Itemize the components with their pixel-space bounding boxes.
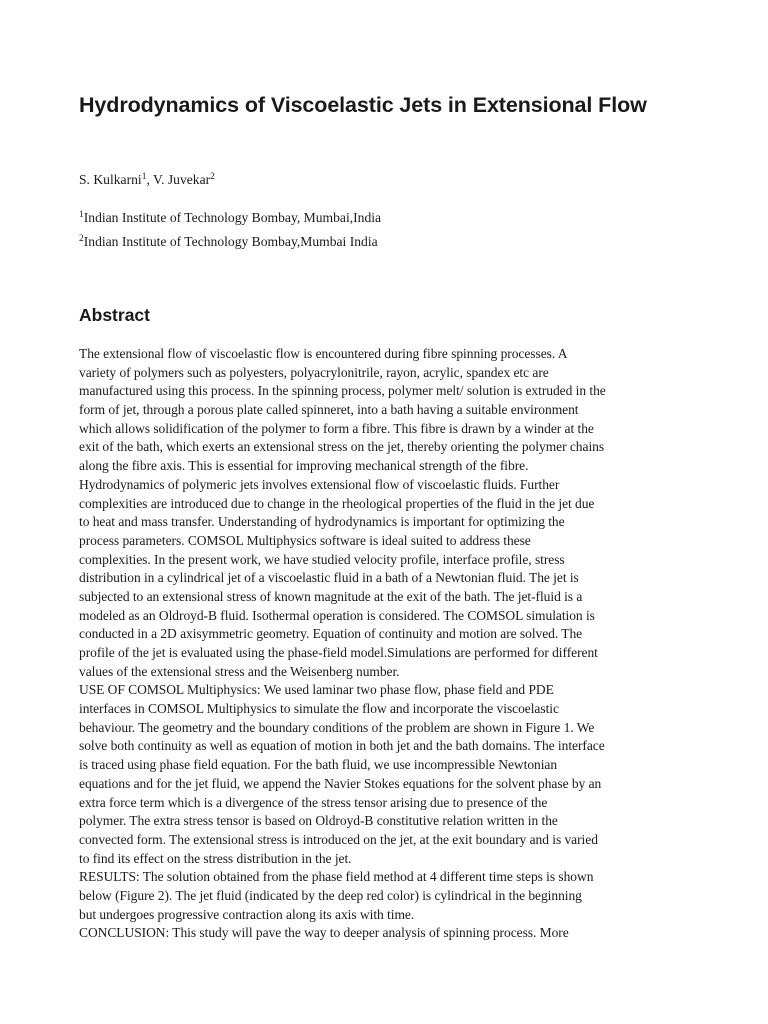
- abstract-line: complexities are introduced due to change in the rheological properties of the fluid in the jet due: [79, 495, 595, 511]
- abstract-line: conducted in a 2D axisymmetric geometry. Equation of continuity and motion are solved. The: [79, 626, 583, 642]
- abstract-body: [79, 345, 691, 943]
- abstract-line: distribution in a cylindrical jet of a viscoelastic fluid in a bath of a Newtonian fluid. The jet is: [79, 570, 579, 586]
- abstract-line: manufactured using this process. In the spinning process, polymer melt/ solution is extruded in the: [79, 383, 606, 399]
- abstract-line: but undergoes progressive contraction along its axis with time.: [79, 906, 415, 922]
- abstract-line: to find its effect on the stress distribution in the jet.: [79, 850, 352, 866]
- abstract-line: The extensional flow of viscoelastic flow is encountered during fibre spinning processes. A: [79, 346, 568, 361]
- abstract-line: interfaces in COMSOL Multiphysics to simulate the flow and incorporate the viscoelastic: [79, 701, 559, 717]
- abstract-heading: Abstract: [79, 305, 150, 325]
- affiliation-mark: 2: [210, 172, 215, 182]
- abstract-line: to heat and mass transfer. Understanding of hydrodynamics is important for optimizing the: [79, 514, 565, 530]
- affiliation-mark: 1: [79, 210, 84, 220]
- abstract-line: polymer. The extra stress tensor is based on Oldroyd-B constitutive relation written in the: [79, 813, 558, 829]
- abstract-line: profile of the jet is evaluated using the phase-field model.Simulations are performed for different: [79, 645, 598, 660]
- affiliation-mark: 1: [141, 172, 147, 182]
- abstract-line: modeled as an Oldroyd-B fluid. Isothermal operation is considered. The COMSOL simulation is: [79, 607, 595, 623]
- abstract-line: complexities. In the present work, we have studied velocity profile, interface profile, stress: [79, 551, 565, 567]
- abstract-line: along the fibre axis. This is essential for improving mechanical strength of the fibre.: [79, 458, 529, 474]
- abstract-line: RESULTS: The solution obtained from the phase field method at 4 different time steps is shown: [79, 869, 594, 885]
- author-separator: ,: [146, 172, 153, 187]
- abstract-line: CONCLUSION: This study will pave the way to deeper analysis of spinning process. More: [79, 925, 569, 941]
- affiliation-list: [79, 206, 381, 254]
- abstract-line: variety of polymers such as polyesters, polyacrylonitrile, rayon, acrylic, spandex etc are: [79, 364, 549, 380]
- abstract-line: is traced using phase field equation. For the bath fluid, we use incompressible Newtonian: [79, 757, 558, 773]
- abstract-line: behaviour. The geometry and the boundary conditions of the problem are shown in Figure 1. We: [79, 719, 595, 735]
- abstract-line: Hydrodynamics of polymeric jets involves extensional flow of viscoelastic fluids. Further: [79, 476, 560, 492]
- affiliation-text: Indian Institute of Technology Bombay,Mumbai India: [83, 234, 378, 249]
- abstract-line: extra force term which is a divergence of the stress tensor arising due to presence of the: [79, 794, 548, 810]
- abstract-line: which allows solidification of the polymer to form a fibre. This fibre is drawn by a winder at the: [79, 420, 594, 436]
- affiliation-item: [79, 206, 381, 230]
- author-list: [79, 171, 215, 189]
- author-name: S. Kulkarni: [79, 172, 142, 187]
- abstract-line: equations and for the jet fluid, we append the Navier Stokes equations for the solvent phase by an: [79, 775, 602, 791]
- author-name: V. Juvekar: [153, 172, 211, 187]
- abstract-line: values of the extensional stress and the Weisenberg number.: [79, 663, 400, 679]
- abstract-line: subjected to an extensional stress of known magnitude at the exit of the bath. The jet-fluid is a: [79, 588, 583, 604]
- abstract-line: convected form. The extensional stress is introduced on the jet, at the exit boundary and is varied: [79, 831, 598, 847]
- affiliation-item: [79, 230, 381, 254]
- affiliation-text: Indian Institute of Technology Bombay, Mumbai,India: [83, 210, 382, 225]
- abstract-line: USE OF COMSOL Multiphysics: We used laminar two phase flow, phase field and PDE: [79, 682, 554, 698]
- abstract-line: solve both continuity as well as equation of motion in both jet and the bath domains. The interface: [79, 738, 605, 754]
- paper-title: Hydrodynamics of Viscoelastic Jets in Extensional Flow: [79, 93, 647, 117]
- abstract-line: exit of the bath, which exerts an extensional stress on the jet, thereby orienting the polymer chains: [79, 439, 605, 455]
- abstract-line: form of jet, through a porous plate called spinneret, into a bath having a suitable environment: [79, 402, 579, 418]
- abstract-line: below (Figure 2). The jet fluid (indicated by the deep red color) is cylindrical in the beginning: [79, 887, 582, 903]
- abstract-line: process parameters. COMSOL Multiphysics software is ideal suited to address these: [79, 532, 531, 548]
- affiliation-mark: 2: [79, 234, 84, 244]
